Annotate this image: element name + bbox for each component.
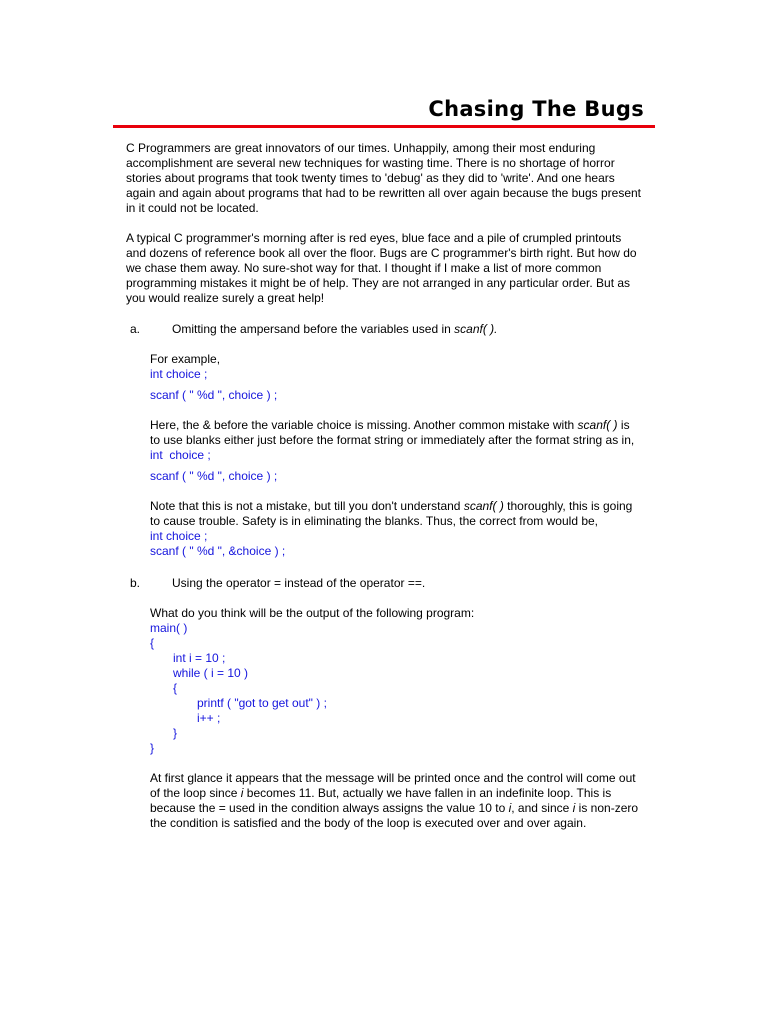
code-line: int choice ; [150,529,208,543]
item-a-paragraph-3: Note that this is not a mistake, but till you don't understand scanf( ) thoroughly, this is going to cause trouble. Safety is in eliminating the blanks. Thus, the correct from would be, [150,499,633,528]
intro-paragraph-1: C Programmers are great innovators of our times. Unhappily, among their most enduring accomplishment are several new techniques for wasting time. There is no shortage of horror stories about programs that took twenty times to 'debug' as they did to 'write'. And one hears again and again about programs that had to be rewritten all over again because the bugs present in it could not be located. [126,141,642,215]
document-body [126,141,642,831]
item-b-marker: b. [130,576,141,590]
code-line: scanf ( " %d ", &choice ) ; [150,544,286,558]
example-label: For example, [150,352,221,366]
code-line: } [173,726,178,740]
code-line: scanf ( " %d ", choice ) ; [150,469,278,483]
code-line: main( ) [150,621,188,635]
code-line: printf ( "got to get out" ) ; [197,696,327,710]
code-line: int choice ; [150,367,208,381]
item-a-marker: a. [130,322,141,336]
inline-code: scanf( ) [463,499,504,513]
item-b-explanation: At first glance it appears that the message will be printed once and the control will come out of the loop since i becomes 11. But, actually we have fallen in an indefinite loop. This is because the = used in the condition always assigns the value 10 to i, and since i is non-zero the condition is satisfied and the body of the loop is executed over and over again. [150,771,639,830]
inline-code: scanf( ) [577,418,618,432]
code-line: int choice ; [150,448,211,462]
page-title: Chasing The Bugs [428,97,644,121]
item-a-paragraph-2: Here, the & before the variable choice is missing. Another common mistake with scanf( ) is to use blanks either just before the format string or immediately after the format string as in, [150,418,635,447]
item-b-content [150,606,642,831]
code-line: } [150,741,155,755]
item-b-heading-text: Using the operator = instead of the operator ==. [172,576,426,590]
code-line: while ( i = 10 ) [173,666,249,680]
code-line: { [150,636,155,650]
code-line: { [173,681,178,695]
item-a-heading-code: scanf( ). [454,322,498,336]
code-line: i++ ; [197,711,221,725]
item-a-heading [126,322,642,337]
intro-paragraph-2: A typical C programmer's morning after is red eyes, blue face and a pile of crumpled printouts and dozens of reference book all over the floor. Bugs are C programmer's birth right. But how do we chase them away. No sure-shot way for that. I thought if I make a list of more common programming mistakes it might be of help. They are not arranged in any particular order. But as you would realize surely a great help! [126,231,637,305]
code-line: int i = 10 ; [173,651,226,665]
item-a-content [150,352,642,559]
code-line: scanf ( " %d ", choice ) ; [150,388,278,402]
title-underline [113,125,655,128]
list-item-a [126,322,642,559]
item-b-heading [126,576,642,591]
list-item-b [126,576,642,831]
item-b-question: What do you think will be the output of the following program: [150,606,475,620]
item-a-heading-text: Omitting the ampersand before the variables used in [172,322,451,336]
